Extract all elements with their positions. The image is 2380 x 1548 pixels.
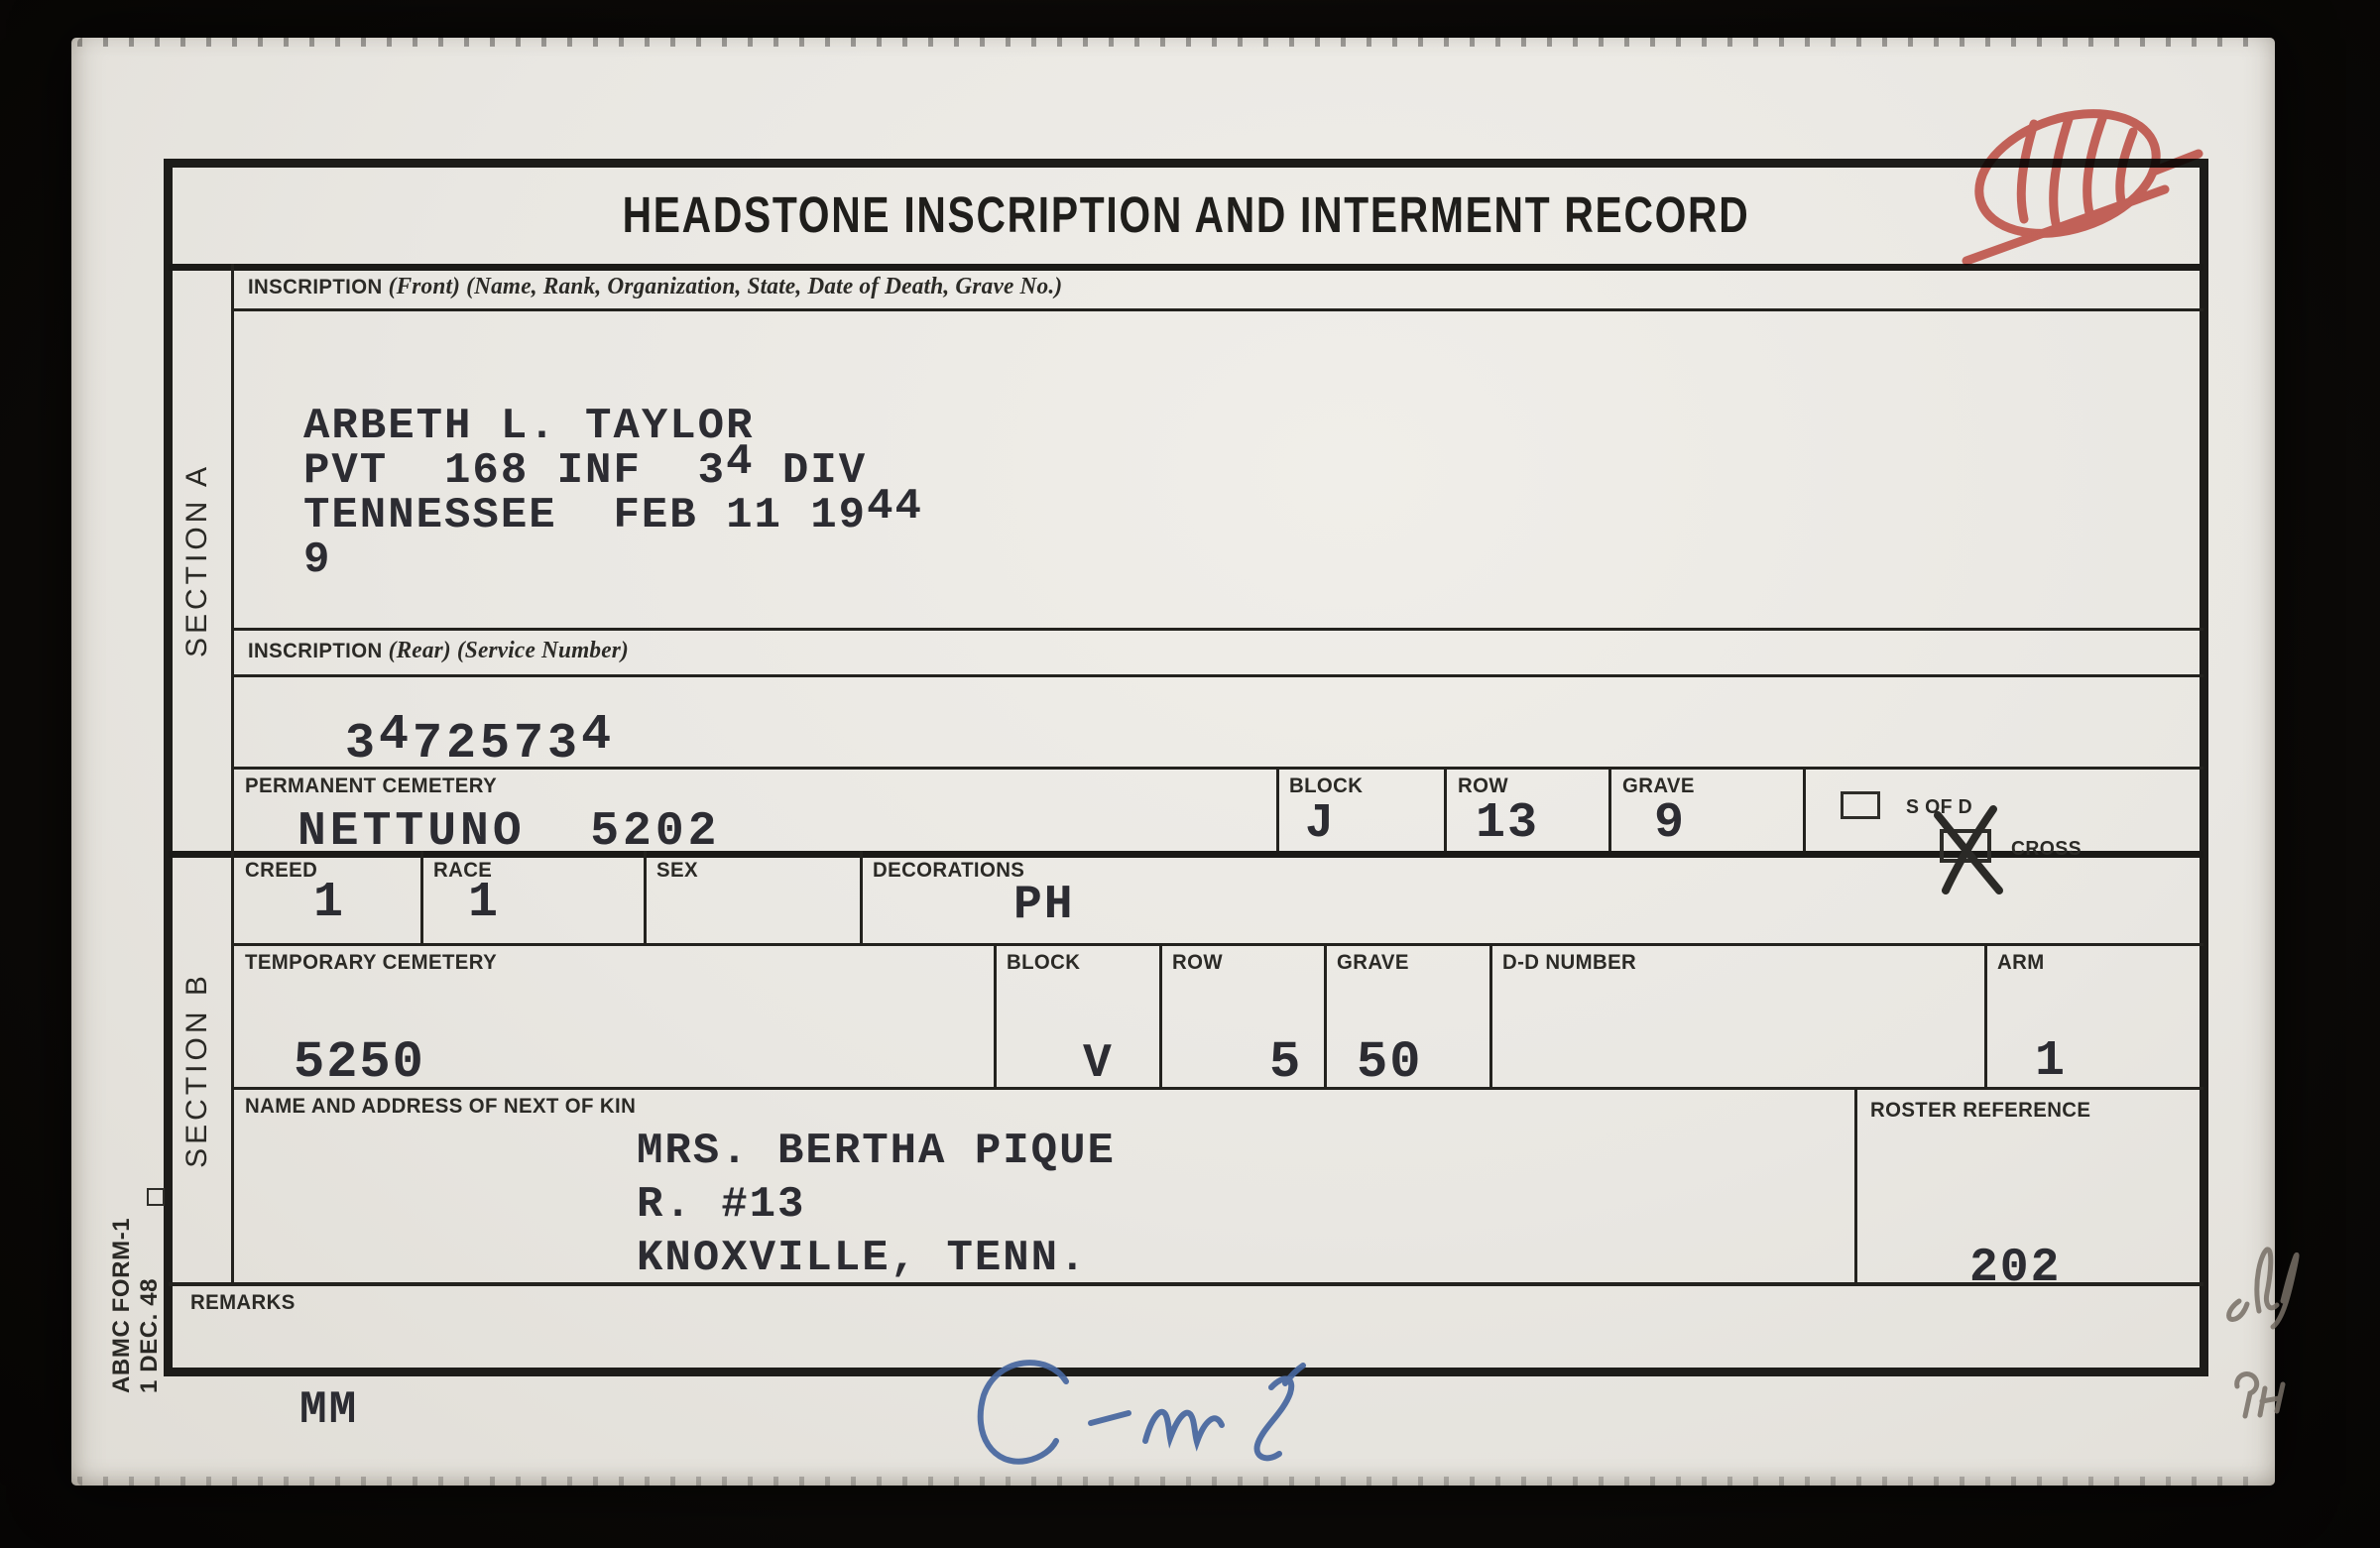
next-of-kin-label: NAME AND ADDRESS OF NEXT OF KIN	[245, 1095, 637, 1118]
divider	[1324, 943, 1327, 1087]
form-code-line1: ABMC FORM-1	[108, 1217, 135, 1393]
cross-x-mark-icon	[1920, 799, 2029, 898]
pencil-note	[2202, 1220, 2320, 1428]
paper-perforated-edge	[77, 38, 2269, 47]
divider	[1276, 767, 1279, 851]
remarks-label: REMARKS	[190, 1291, 296, 1314]
divider	[1159, 943, 1162, 1087]
creed-value: 1	[313, 875, 346, 931]
decorations-value: PH	[1013, 879, 1075, 932]
divider	[233, 943, 2203, 946]
s-of-d-label: S OF D	[1906, 796, 1973, 818]
next-of-kin-line: R. #13	[637, 1180, 806, 1230]
service-number-value: 34725734	[345, 707, 616, 773]
next-of-kin-line: KNOXVILLE, TENN.	[637, 1234, 1088, 1283]
form-code-line2: 1 DEC. 48	[136, 1277, 163, 1393]
perm-row-value: 13	[1476, 795, 1540, 852]
race-value: 1	[468, 875, 501, 931]
inscription-front-line: 9	[303, 536, 332, 585]
divider	[644, 851, 647, 943]
divider	[994, 943, 997, 1087]
divider	[233, 628, 2203, 631]
roster-reference-label: ROSTER REFERENCE	[1870, 1099, 2091, 1122]
permanent-cemetery-label: PERMANENT CEMETERY	[245, 774, 498, 797]
arm-value: 1	[2035, 1033, 2068, 1090]
temp-grave-value: 50	[1357, 1033, 1423, 1092]
divider	[420, 851, 423, 943]
cross-label: CROSS	[2011, 838, 2082, 860]
divider	[233, 1087, 2203, 1090]
creed-label: CREED	[245, 859, 318, 882]
inscription-front-label: INSCRIPTION	[248, 276, 383, 298]
inscription-rear-label: INSCRIPTION	[248, 640, 383, 662]
divider	[1608, 767, 1611, 851]
temp-grave-label: GRAVE	[1337, 951, 1409, 974]
arm-label: ARM	[1997, 951, 2045, 974]
inscription-front-line: PVT 168 INF 34 DIV	[303, 437, 868, 496]
race-label: RACE	[433, 859, 493, 882]
inscription-front-detail: (Front) (Name, Rank, Organization, State, Date of Death, Grave No.)	[388, 274, 1063, 299]
roster-reference-value: 202	[1969, 1242, 2062, 1295]
temporary-cemetery-label: TEMPORARY CEMETERY	[245, 951, 498, 974]
divider	[233, 308, 2203, 311]
section-a-label: SECTION A	[180, 462, 213, 658]
temp-block-label: BLOCK	[1007, 951, 1081, 974]
s-of-d-checkbox	[1841, 791, 1880, 819]
temp-block-value: V	[1083, 1037, 1114, 1091]
permanent-cemetery-value: NETTUNO 5202	[298, 805, 721, 859]
temp-row-value: 5	[1269, 1033, 1303, 1092]
divider	[169, 264, 2203, 271]
divider	[1489, 943, 1492, 1087]
section-b-label: SECTION B	[180, 972, 213, 1168]
divider	[233, 674, 2203, 677]
form-title: HEADSTONE INSCRIPTION AND INTERMENT RECORD	[622, 187, 1750, 244]
inscription-front-line: ARBETH L. TAYLOR	[303, 402, 755, 451]
sex-label: SEX	[656, 859, 698, 882]
temp-row-label: ROW	[1172, 951, 1223, 974]
perm-grave-label: GRAVE	[1622, 774, 1695, 797]
red-pencil-scribble	[1939, 55, 2226, 293]
form-code-checkbox	[147, 1188, 165, 1206]
divider	[169, 1282, 2203, 1286]
divider	[1803, 767, 1806, 851]
perm-block-label: BLOCK	[1289, 774, 1364, 797]
decorations-label: DECORATIONS	[873, 859, 1025, 882]
perm-grave-value: 9	[1654, 795, 1687, 852]
perm-row-label: ROW	[1458, 774, 1508, 797]
divider	[860, 851, 863, 943]
blue-ink-note	[932, 1344, 1368, 1492]
divider	[1984, 943, 1987, 1087]
divider	[1854, 1087, 1857, 1283]
divider	[1444, 767, 1447, 851]
section-column-divider	[231, 264, 234, 1282]
inscription-rear-detail: (Rear) (Service Number)	[388, 638, 629, 663]
form-code	[108, 1135, 166, 1393]
next-of-kin-line: MRS. BERTHA PIQUE	[637, 1127, 1116, 1176]
footer-typed-code: MM	[299, 1384, 359, 1436]
perm-block-value: J	[1305, 797, 1336, 851]
dd-number-label: D-D NUMBER	[1502, 951, 1637, 974]
temporary-cemetery-value: 5250	[294, 1033, 425, 1092]
inscription-front-line: TENNESSEE FEB 11 1944	[303, 482, 923, 540]
